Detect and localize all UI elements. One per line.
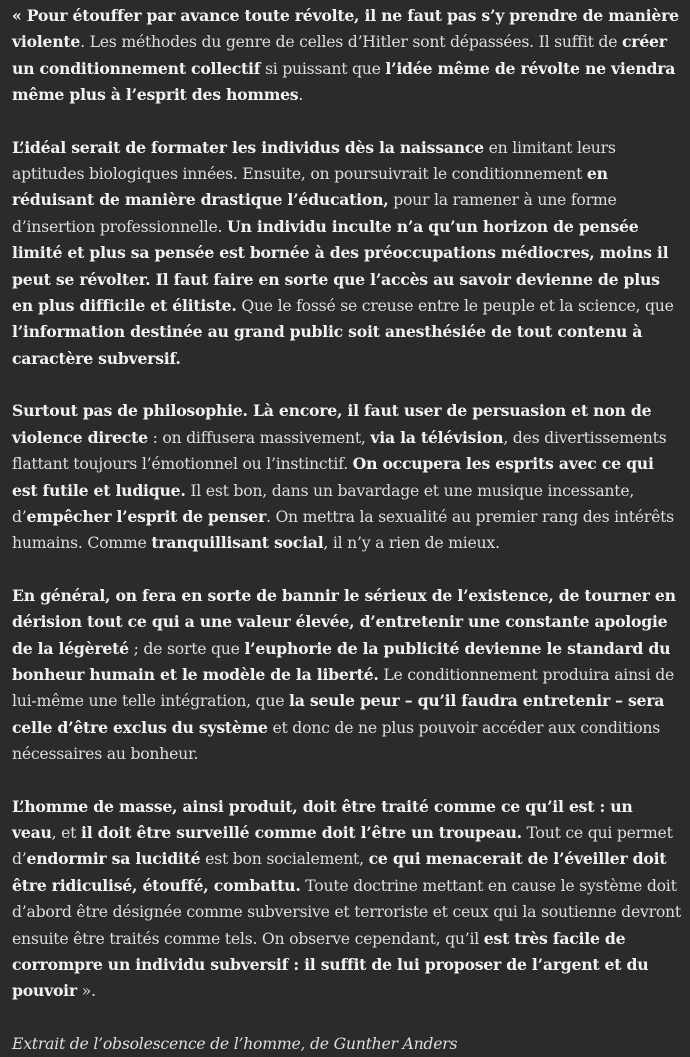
quote-paragraph [12,794,682,1005]
emphasis-text: l’idée même de révolte ne viendra même plus à l’esprit des hommes [12,58,676,105]
emphasis-text: L’idéal serait de formater les individus dès la naissance [12,137,484,157]
emphasis-text: L’homme de masse, ainsi produit, doit être traité comme ce qu’il est : un veau [12,796,633,842]
emphasis-text: via la télévision [370,427,504,447]
emphasis-text: il doit être surveillé comme doit l’être un troupeau. [80,822,522,842]
emphasis-text: empêcher l’esprit de penser [26,506,266,526]
emphasis-text: la seule peur – qu’il faudra entretenir – sera celle d’être exclus du système [12,691,665,737]
emphasis-text: En général, on fera en sorte de bannir le sérieux de l’existence, de tourner en dérision tout ce qui a une valeur élevée, d’entretenir une constante apologie de la légèreté [12,585,676,658]
body-text: , et [51,822,81,842]
quote-paragraph [12,3,682,109]
emphasis-text: endormir sa lucidité [26,849,201,869]
emphasis-text: Un individu inculte n’a qu’un horizon de pensée limité et plus sa pensée est bornée à des préoccupations médiocres, moins il peut se révolter. Il faut faire en sorte que l’accès au savoir devienne de plus en plus difficile et élitiste. [12,216,669,316]
body-text: . Les méthodes du genre de celles d’Hitler sont dépassées. Il suffit de [80,32,622,52]
body-text: . [298,85,304,105]
body-text: : on diffusera massivement, [147,427,371,447]
emphasis-text: est très facile de corrompre un individu subversif : il suffit de lui proposer de l’argent et du pouvoir [12,928,649,1001]
body-text: Il est bon, dans un bavardage et une musique incessante, d’ [12,480,635,526]
emphasis-text: l’euphorie de la publicité devienne le standard du bonheur humain et le modèle de la liberté. [12,638,671,684]
body-text: est bon socialement, [200,849,369,869]
body-text: ; de sorte que [128,638,245,658]
emphasis-text: « Pour étouffer par avance toute révolte, il ne faut pas s’y prendre de manière violente [12,6,679,52]
emphasis-text: créer un conditionnement collectif [12,32,667,78]
body-text: , il n’y a rien de mieux. [323,533,500,553]
emphasis-text: Surtout pas de philosophie. Là encore, il faut user de persuasion et non de violence directe [12,401,652,447]
body-text: Que le fossé se creuse entre le peuple et la science, que [236,296,674,316]
body-text: Tout ce qui permet d’ [12,822,673,869]
emphasis-text: On occupera les esprits avec ce qui est futile et ludique. [12,454,654,500]
emphasis-text: tranquillisant social [151,533,324,553]
body-text: si puissant que [260,58,386,78]
body-text: Le conditionnement produira ainsi de lui-même une telle intégration, que [12,664,675,711]
quote-body [12,3,682,1005]
quote-paragraph [12,135,682,373]
emphasis-text: l’information destinée au grand public soit anesthésiée de tout contenu à caractère subversif. [12,322,643,368]
body-text: , des divertissements flattant toujours l’émotionnel ou l’instinctif. [12,427,667,474]
body-text: ». [76,981,96,1001]
body-text: en limitant leurs aptitudes biologiques innées. Ensuite, on poursuivrait le conditionnement [12,137,616,184]
body-text: et donc de ne plus pouvoir accéder aux conditions nécessaires au bonheur. [12,717,661,764]
quote-paragraph [12,398,682,556]
body-text: pour la ramener à une forme d’insertion professionnelle. [12,190,617,236]
emphasis-text: ce qui menacerait de l’éveiller doit être ridiculisé, étouffé, combattu. [12,849,667,895]
quote-paragraph [12,583,682,768]
source-credit: Extrait de l’obsolescence de l’homme, de Gunther Anders [12,1033,458,1053]
emphasis-text: en réduisant de manière drastique l’éducation, [12,164,608,210]
body-text: . On mettra la sexualité au premier rang des intérêts humains. Comme [12,506,674,553]
body-text: Toute doctrine mettant en cause le système doit d’abord être désignée comme subversive et terroriste et ceux qui la soutienne devront ensuite être traités comme tels. On observe cependant, qu’il [12,875,681,948]
